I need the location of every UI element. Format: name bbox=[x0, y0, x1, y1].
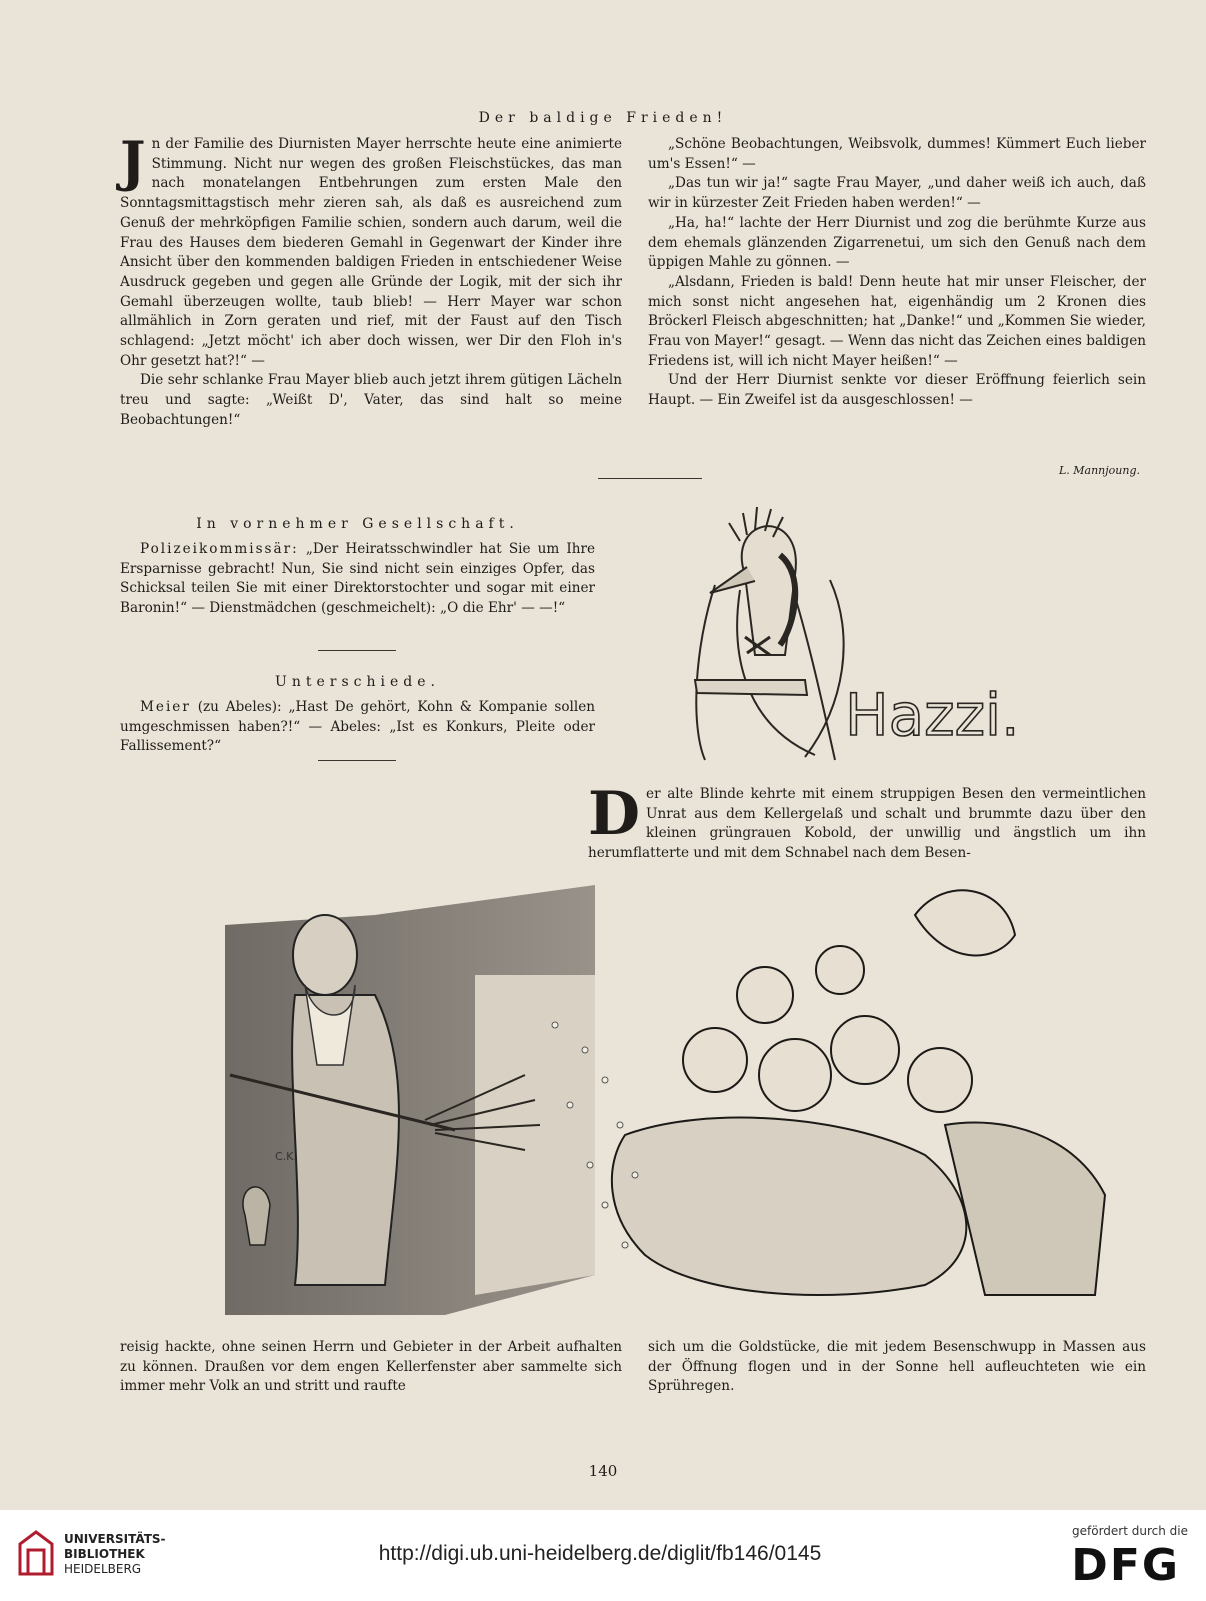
permalink-url[interactable]: http://digi.ub.uni-heidelberg.de/diglit/fb146/0145 bbox=[378, 1542, 822, 1565]
hazzi-label: Hazzi. bbox=[845, 681, 1020, 749]
viewer-footer bbox=[0, 1510, 1206, 1601]
paragraph: Die sehr schlanke Frau Mayer blieb auch jetzt ihrem gütigen Lächeln treu und sagte: „Weißt D', Vater, das sind halt so meine Beobachtungen!“ bbox=[120, 372, 622, 428]
institution-line: HEIDELBERG bbox=[64, 1562, 142, 1576]
paragraph: „Alsdann, Frieden is bald! Denn heute hat mir unser Fleischer, der mich sonst nicht angesehen hat, eigenhändig um 2 Kronen dies Bröckerl Fleisch abgeschnitten; hat „Danke!“ und „Kommen Sie wieder, Frau von Mayer!“ gesagt. — Wenn das nicht das Zeichen eines baldigen Friedens ist, will ich nicht Mayer heißen!“ — bbox=[648, 273, 1146, 369]
paragraph: „Schöne Beobachtungen, Weibsvolk, dummes! Kümmert Euch lieber um's Essen!“ — bbox=[648, 136, 1146, 172]
page-number: 140 bbox=[588, 1462, 618, 1480]
section-divider bbox=[318, 760, 396, 761]
speaker-label: Polizeikommissär: bbox=[140, 541, 299, 557]
drop-cap: J bbox=[120, 129, 146, 193]
story-left-column bbox=[120, 1338, 622, 1397]
institution-line: UNIVERSITÄTS- bbox=[64, 1532, 166, 1546]
funder-logo: DFG bbox=[1071, 1540, 1180, 1591]
section-title: In vornehmer Gesellschaft. bbox=[196, 516, 519, 532]
institution-name bbox=[64, 1532, 166, 1577]
author-signature: L. Mannjoung. bbox=[1058, 464, 1140, 477]
paragraph: reisig hackte, ohne seinen Herrn und Gebieter in der Arbeit aufhalten zu können. Draußen vor dem engen Kellerfenster aber sammelte sich immer mehr Volk an und stritt und raufte bbox=[120, 1339, 622, 1395]
paragraph: Und der Herr Diurnist senkte vor dieser Eröffnung feierlich sein Haupt. — Ein Zweifel ist da ausgeschlossen! — bbox=[648, 372, 1146, 409]
dialogue: (zu Abeles): „Hast De gehört, Kohn & Kompanie sollen umgeschmissen haben?!“ — Abeles: „Ist es Konkurs, Pleite oder Fallissement?“ bbox=[120, 699, 595, 755]
story-right-column bbox=[648, 1338, 1146, 1397]
sweeper-crowd-illustration bbox=[225, 875, 1145, 1315]
joke-text bbox=[120, 540, 595, 619]
paragraph: sich um die Goldstücke, die mit jedem Besenschwupp in Massen aus der Öffnung flogen und in der Sonne hell aufleuchteten wie ein Sprühregen. bbox=[648, 1339, 1146, 1395]
paragraph: n der Familie des Diurnisten Mayer herrschte heute eine animierte Stimmung. Nicht nur wegen des großen Fleischstückes, das man nach monatelangen Entbehrungen zum ersten Male den Sonntagsmittagstisch mehr zieren sah, als daß es ausreichend zum Genuß der mehrköpfigen Familie schien, sondern auch darum, weil die Frau des Hauses dem biederen Gemahl in Gegenwart der Kinder ihre Ansicht über den kommenden baldigen Frieden in entschiedener Weise Ausdruck gegeben und gegen alle Gründe der Logik, mit der sich ihr Gemahl überzeugen wollte, taub blieb! — Herr Mayer war schon allmählich in Zorn geraten und rief, mit der Faust auf den Tisch schlagend: „Jetzt möcht' ich aber doch wissen, wer Dir den Floh in's Ohr gesetzt hat?!“ — bbox=[120, 136, 622, 369]
paragraph: „Das tun wir ja!“ sagte Frau Mayer, „und daher weiß ich auch, daß wir in kürzester Zeit Frieden haben werden!“ — bbox=[648, 175, 1146, 212]
university-logo-icon bbox=[16, 1530, 56, 1576]
story-intro bbox=[588, 779, 1146, 864]
funding-note: gefördert durch die bbox=[1072, 1524, 1188, 1538]
section-divider bbox=[598, 478, 702, 479]
artist-initials: C.K. bbox=[275, 1150, 297, 1163]
speaker-label: Meier bbox=[140, 699, 191, 715]
hazzi-bird-illustration bbox=[685, 495, 1055, 770]
paragraph: „Ha, ha!“ lachte der Herr Diurnist und zog die berühmte Kurze aus dem ehemals glänzenden Zigarrenetui, um sich den Genuß nach dem üppigen Mahle zu gönnen. — bbox=[648, 214, 1146, 271]
institution-line: BIBLIOTHEK bbox=[64, 1547, 145, 1561]
article-left-column bbox=[120, 129, 622, 431]
paragraph: er alte Blinde kehrte mit einem struppigen Besen den vermeintlichen Unrat aus dem Kellergelaß und schalt und brummte dazu über den kleinen grüngrauen Kobold, der unwillig und ängstlich um ihn herumflatterte und mit dem Schnabel nach dem Besen- bbox=[588, 786, 1146, 862]
drop-cap: D bbox=[588, 779, 641, 849]
joke-text bbox=[120, 698, 595, 757]
article-title: Der baldige Frieden! bbox=[478, 110, 728, 126]
section-title: Unterschiede. bbox=[275, 674, 440, 690]
dialogue: „Der Heiratsschwindler hat Sie um Ihre Ersparnisse gebracht! Nun, Sie sind nicht sein einziges Opfer, das Schicksal teilen Sie mit einer Direktorstochter und sogar mit einer Baronin!“ — Dienstmädchen (geschmeichelt): „O die Ehr' — —!“ bbox=[120, 541, 595, 617]
section-divider bbox=[318, 650, 396, 651]
article-right-column bbox=[648, 135, 1146, 411]
